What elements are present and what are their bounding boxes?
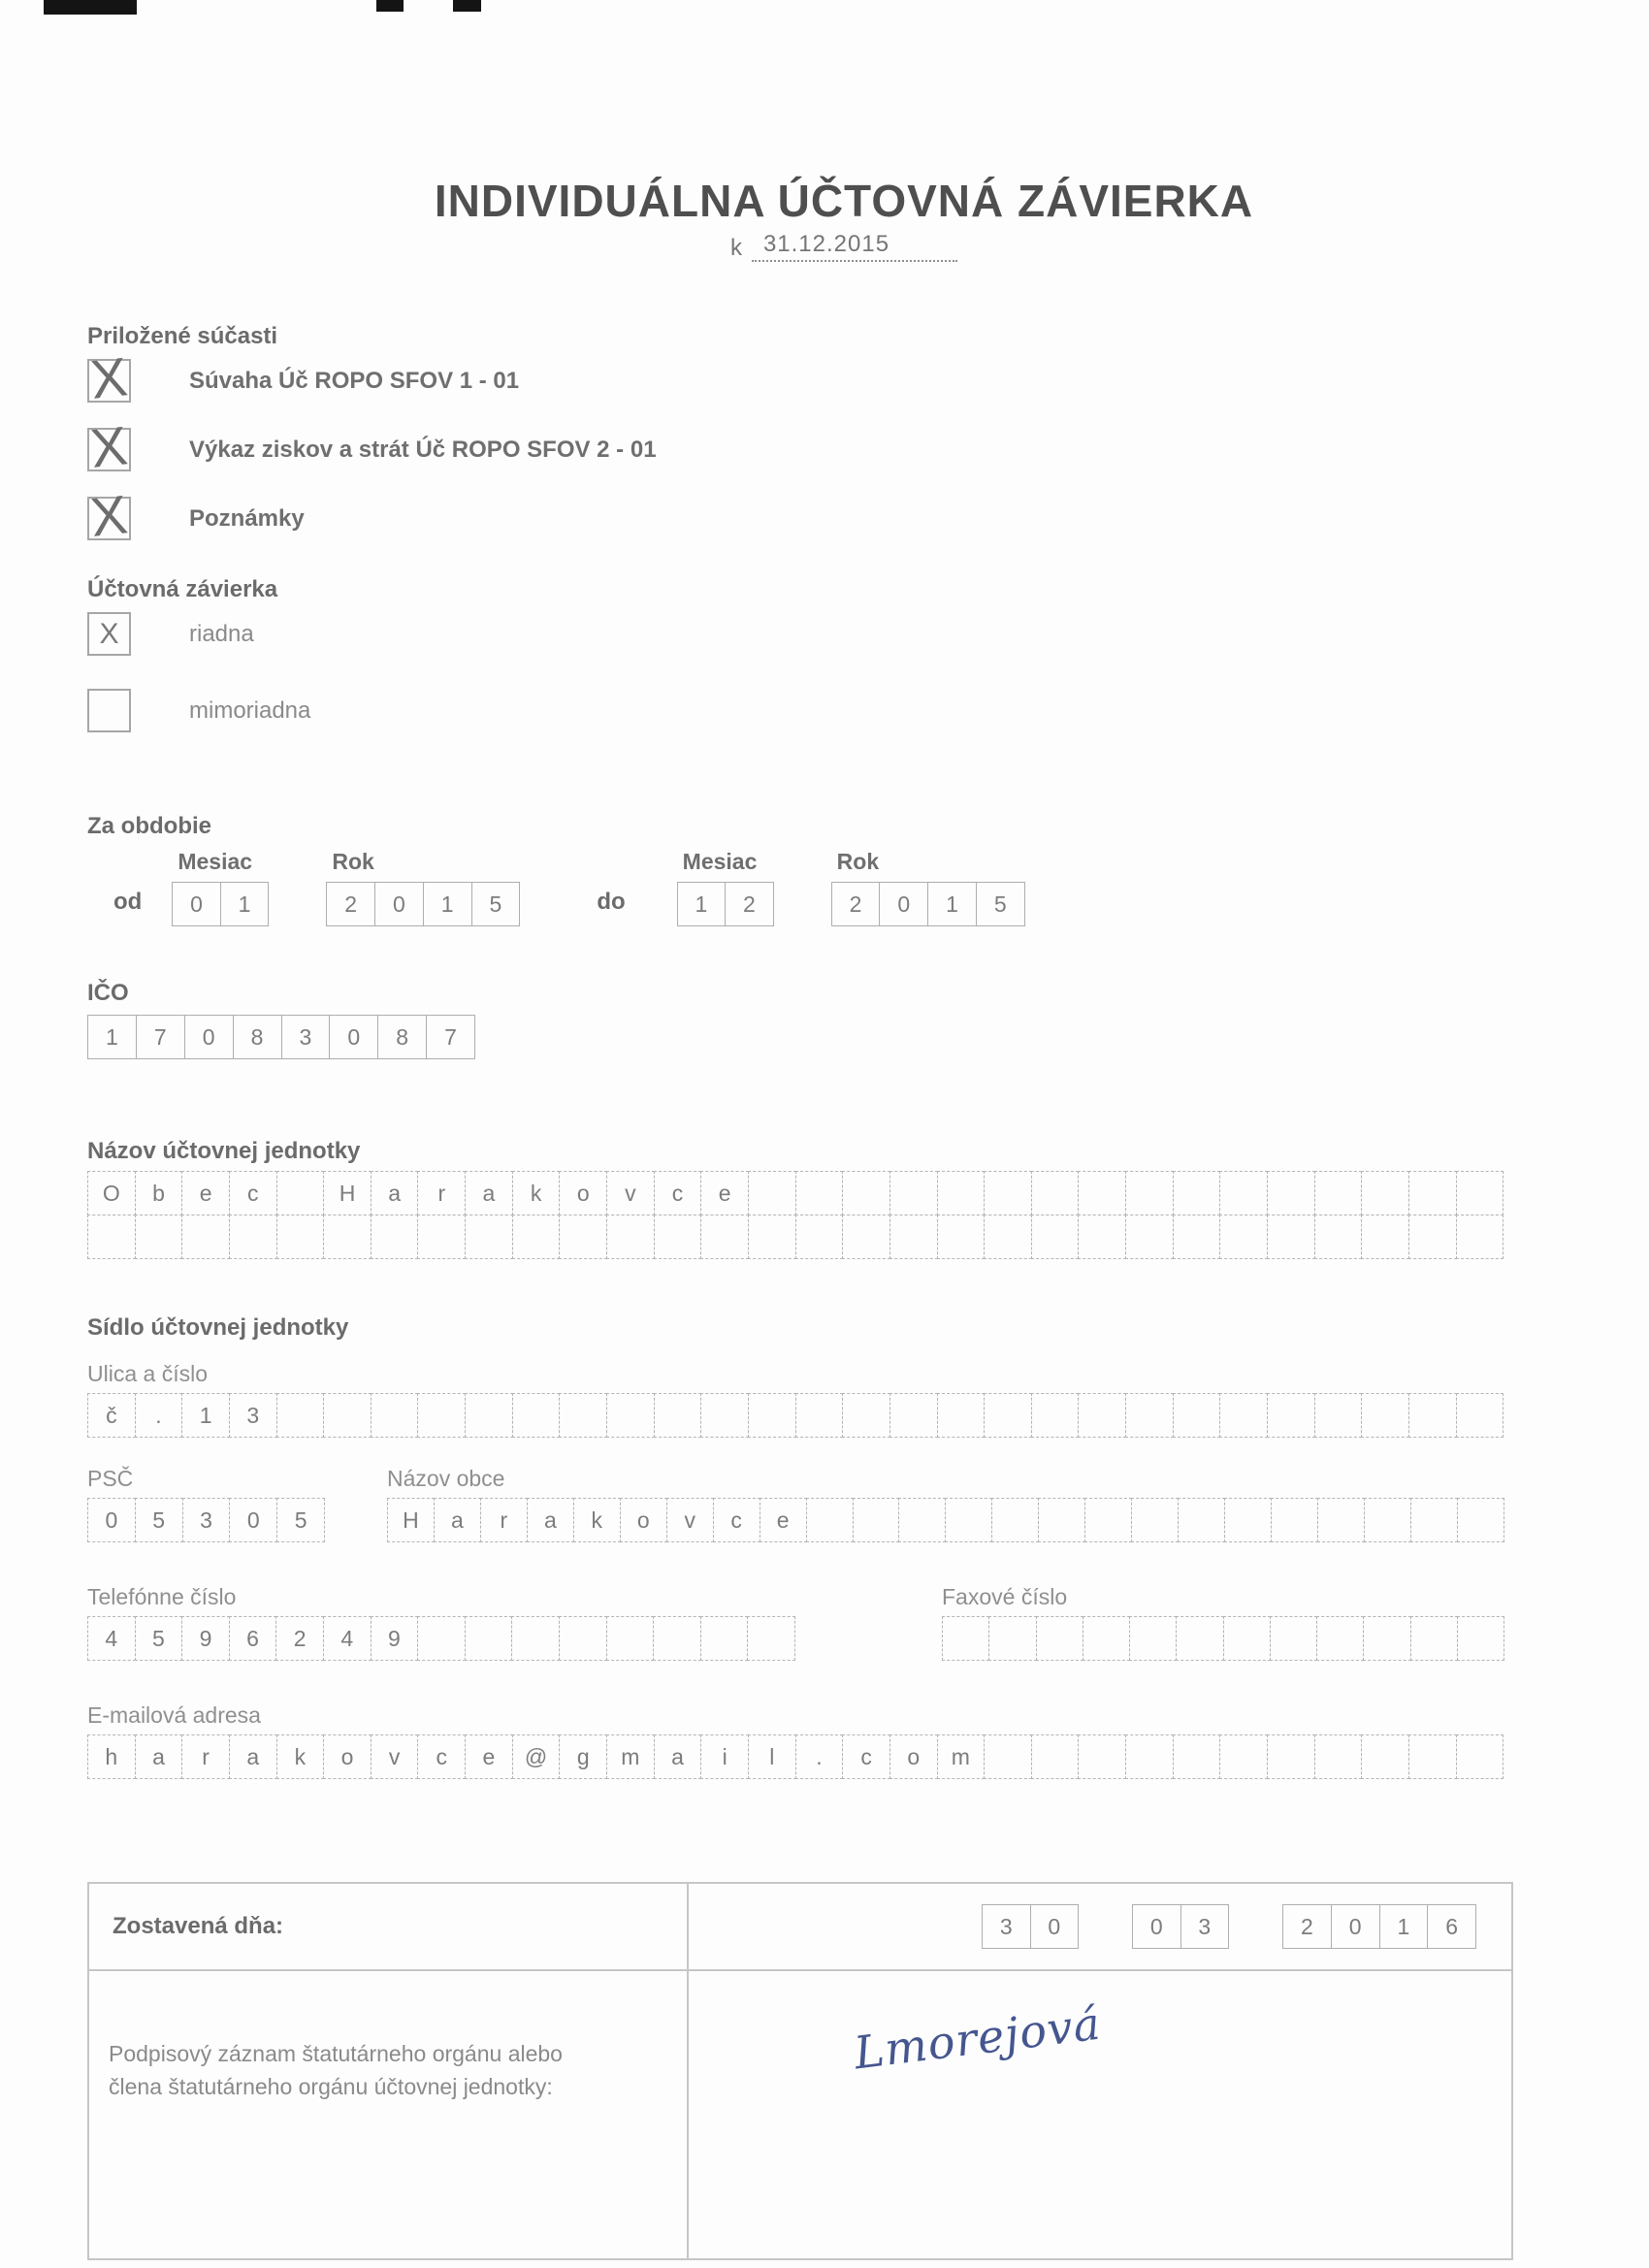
grid-cell: O (87, 1171, 136, 1215)
grid-cell: k (512, 1171, 561, 1215)
grid-cell: 4 (87, 1616, 136, 1661)
closing-item-riadna (87, 612, 1600, 656)
grid-cell: 5 (135, 1616, 183, 1661)
town-block (387, 1465, 1504, 1542)
closing-heading: Účtovná závierka (87, 576, 278, 602)
grid-cell: v (371, 1734, 419, 1779)
grid-cell (1125, 1215, 1174, 1259)
grid-cell (465, 1616, 513, 1661)
grid-cell: e (465, 1734, 513, 1779)
email-grid (87, 1734, 1504, 1779)
compiled-label-cell (89, 1884, 689, 1969)
grid-cell (1270, 1616, 1317, 1661)
grid-cell: 2 (326, 882, 375, 926)
grid-cell: k (276, 1734, 325, 1779)
grid-cell (1219, 1171, 1268, 1215)
grid-cell: 0 (329, 1015, 378, 1059)
grid-cell: a (434, 1498, 481, 1542)
grid-cell (1361, 1734, 1409, 1779)
grid-cell (1457, 1616, 1504, 1661)
year-label: Rok (332, 849, 374, 874)
grid-cell (1317, 1498, 1365, 1542)
fax-grid (942, 1616, 1504, 1661)
grid-cell: 2 (831, 882, 881, 926)
psc-label: PSČ (87, 1466, 134, 1491)
phone-block (87, 1583, 942, 1661)
grid-cell (1361, 1393, 1409, 1438)
grid-cell (654, 1393, 702, 1438)
phone-grid (87, 1616, 795, 1661)
period-to-month-group (677, 849, 774, 926)
scan-artifact (376, 0, 404, 12)
grid-cell (1173, 1215, 1221, 1259)
grid-cell: 0 (184, 1015, 234, 1059)
period-from-month-group (172, 849, 269, 926)
grid-cell (1078, 1171, 1126, 1215)
period-to-year-grid (831, 882, 1025, 926)
grid-cell (1364, 1498, 1411, 1542)
grid-cell: 3 (982, 1904, 1031, 1949)
signature-row (89, 1971, 1511, 2258)
attached-item-vykaz (87, 413, 1600, 479)
grid-cell: o (323, 1734, 372, 1779)
grid-cell (1457, 1498, 1504, 1542)
grid-cell (1173, 1393, 1221, 1438)
grid-cell (842, 1393, 890, 1438)
checkbox-mimoriadna (87, 689, 131, 732)
grid-cell: 0 (87, 1498, 136, 1542)
compiled-year-grid (1282, 1904, 1476, 1949)
grid-cell (984, 1215, 1032, 1259)
grid-cell (795, 1215, 844, 1259)
checkbox-poznamky (87, 482, 131, 548)
period-to-label: do (597, 889, 626, 915)
grid-cell: a (135, 1734, 183, 1779)
grid-cell: 0 (229, 1498, 277, 1542)
psc-town-row (87, 1465, 1600, 1542)
grid-cell (1078, 1215, 1126, 1259)
grid-cell: o (620, 1498, 667, 1542)
grid-cell: @ (512, 1734, 561, 1779)
grid-cell: č (87, 1393, 136, 1438)
grid-cell: 0 (1331, 1904, 1380, 1949)
period-heading: Za obdobie (87, 813, 211, 839)
grid-cell (1267, 1171, 1315, 1215)
grid-cell (1031, 1734, 1080, 1779)
grid-cell: l (748, 1734, 796, 1779)
grid-cell: 1 (220, 882, 270, 926)
signature-label-line2: člena štatutárneho orgánu účtovnej jednotky: (109, 2074, 553, 2099)
town-grid (387, 1498, 1504, 1542)
grid-cell (1410, 1498, 1458, 1542)
psc-block (87, 1465, 387, 1542)
grid-cell (1361, 1215, 1409, 1259)
grid-cell (700, 1393, 749, 1438)
grid-cell: 5 (471, 882, 521, 926)
town-label: Názov obce (387, 1466, 505, 1491)
grid-cell: m (937, 1734, 986, 1779)
grid-cell (1131, 1498, 1179, 1542)
grid-cell (465, 1393, 513, 1438)
compiled-date-cell (689, 1884, 1511, 1969)
checkbox-x-mark: X (87, 482, 130, 548)
grid-cell (795, 1393, 844, 1438)
grid-cell: r (181, 1734, 230, 1779)
grid-cell: 1 (1379, 1904, 1429, 1949)
grid-cell: 6 (1427, 1904, 1476, 1949)
checkbox-x-mark: X (87, 413, 130, 479)
grid-cell: 6 (229, 1616, 277, 1661)
grid-cell (1219, 1215, 1268, 1259)
grid-cell (889, 1215, 938, 1259)
grid-cell (1083, 1616, 1130, 1661)
grid-cell (748, 1171, 796, 1215)
grid-cell: 2 (1282, 1904, 1332, 1949)
grid-cell: c (842, 1734, 890, 1779)
grid-cell: i (700, 1734, 749, 1779)
grid-cell (988, 1616, 1036, 1661)
signature-label (109, 2037, 658, 2103)
grid-cell: 1 (927, 882, 977, 926)
period-to-month-grid (677, 882, 774, 926)
grid-cell (898, 1498, 946, 1542)
phone-label: Telefónne číslo (87, 1584, 237, 1609)
street-label: Ulica a číslo (87, 1361, 208, 1386)
grid-cell (1031, 1171, 1080, 1215)
closing-item-label: riadna (189, 620, 254, 647)
grid-cell: 0 (879, 882, 928, 926)
grid-cell: e (760, 1498, 807, 1542)
compiled-month-grid (1132, 1904, 1229, 1949)
grid-cell: . (795, 1734, 844, 1779)
grid-cell: k (573, 1498, 621, 1542)
grid-cell (276, 1393, 325, 1438)
grid-cell: c (417, 1734, 466, 1779)
fax-label: Faxové číslo (942, 1584, 1068, 1609)
entity-name-heading: Názov účtovnej jednotky (87, 1138, 361, 1164)
grid-cell (1314, 1393, 1363, 1438)
grid-cell (606, 1616, 655, 1661)
page-title: INDIVIDUÁLNA ÚČTOVNÁ ZÁVIERKA (434, 176, 1254, 226)
grid-cell (1031, 1215, 1080, 1259)
date-line (87, 231, 1600, 262)
compiled-date-row (89, 1884, 1511, 1971)
grid-cell (1267, 1393, 1315, 1438)
grid-cell (276, 1171, 325, 1215)
grid-cell (1178, 1498, 1225, 1542)
grid-cell: 0 (374, 882, 424, 926)
date-prefix: k (729, 235, 742, 261)
grid-cell (937, 1215, 986, 1259)
entity-name-section (87, 1137, 1600, 1259)
grid-cell: 3 (281, 1015, 331, 1059)
grid-cell (1456, 1393, 1504, 1438)
period-from-year-grid (326, 882, 520, 926)
grid-cell (1410, 1616, 1458, 1661)
grid-cell (371, 1393, 419, 1438)
attached-item-label: Výkaz ziskov a strát Úč ROPO SFOV 2 - 01 (189, 436, 657, 463)
grid-cell (842, 1215, 890, 1259)
scan-artifact (44, 0, 137, 15)
grid-cell (1271, 1498, 1318, 1542)
footer-table (87, 1882, 1513, 2260)
checkbox-vykaz (87, 413, 131, 479)
ico-grid (87, 1015, 475, 1059)
signature-label-line1: Podpisový záznam štatutárneho orgánu alebo (109, 2041, 563, 2066)
scan-artifact (453, 0, 481, 12)
grid-cell: 8 (233, 1015, 282, 1059)
grid-cell (511, 1616, 560, 1661)
grid-cell: e (700, 1171, 749, 1215)
grid-cell: 7 (136, 1015, 185, 1059)
year-label: Rok (836, 849, 880, 874)
grid-cell: a (229, 1734, 277, 1779)
grid-cell (853, 1498, 900, 1542)
checkbox-x-mark: X (99, 617, 119, 650)
month-label: Mesiac (682, 849, 758, 874)
grid-cell: 0 (1132, 1904, 1181, 1949)
period-section (87, 812, 1600, 926)
grid-cell (1314, 1215, 1363, 1259)
grid-cell: r (417, 1171, 466, 1215)
grid-cell (1038, 1498, 1085, 1542)
grid-cell (700, 1215, 749, 1259)
grid-cell (654, 1215, 702, 1259)
grid-cell: 2 (275, 1616, 324, 1661)
grid-cell: b (135, 1171, 183, 1215)
attached-item-poznamky (87, 482, 1600, 548)
grid-cell (984, 1171, 1032, 1215)
grid-cell: 3 (1180, 1904, 1230, 1949)
grid-cell (1456, 1734, 1504, 1779)
grid-cell (1267, 1734, 1315, 1779)
grid-cell (748, 1215, 796, 1259)
grid-cell (417, 1215, 466, 1259)
grid-cell: 5 (976, 882, 1025, 926)
grid-cell (1125, 1734, 1174, 1779)
grid-cell (806, 1498, 854, 1542)
grid-cell (606, 1215, 655, 1259)
grid-cell (606, 1393, 655, 1438)
grid-cell (559, 1393, 607, 1438)
attached-item-suvaha (87, 344, 1600, 410)
grid-cell (323, 1215, 372, 1259)
grid-cell: c (654, 1171, 702, 1215)
grid-cell (1078, 1393, 1126, 1438)
grid-cell: o (889, 1734, 938, 1779)
grid-cell: 5 (276, 1498, 325, 1542)
grid-cell: . (135, 1393, 183, 1438)
grid-cell: a (527, 1498, 574, 1542)
grid-cell: c (229, 1171, 277, 1215)
street-grid (87, 1393, 1504, 1438)
grid-cell (323, 1393, 372, 1438)
grid-cell: 9 (181, 1616, 230, 1661)
grid-cell: 0 (172, 882, 221, 926)
period-row (87, 849, 1600, 926)
grid-cell: v (606, 1171, 655, 1215)
grid-cell: 3 (182, 1498, 231, 1542)
attached-section (87, 322, 1600, 548)
grid-cell: e (181, 1171, 230, 1215)
signature-label-cell (89, 1971, 689, 2258)
grid-cell (653, 1616, 701, 1661)
month-label: Mesiac (178, 849, 253, 874)
grid-cell (1173, 1734, 1221, 1779)
grid-cell: 1 (87, 1015, 137, 1059)
grid-cell: c (713, 1498, 760, 1542)
grid-cell (1125, 1393, 1174, 1438)
grid-cell (1078, 1734, 1126, 1779)
grid-cell: 1 (423, 882, 472, 926)
handwritten-signature: Lmorejová (851, 1996, 1104, 2080)
ico-label: IČO (87, 980, 129, 1006)
grid-cell (135, 1215, 183, 1259)
grid-cell: H (323, 1171, 372, 1215)
grid-cell (1129, 1616, 1177, 1661)
grid-cell (700, 1616, 749, 1661)
grid-cell: m (606, 1734, 655, 1779)
address-section (87, 1313, 1600, 1779)
grid-cell (984, 1734, 1032, 1779)
grid-cell (748, 1393, 796, 1438)
grid-cell (1314, 1171, 1363, 1215)
grid-cell (747, 1616, 795, 1661)
grid-cell (1408, 1171, 1457, 1215)
compiled-day-grid (982, 1904, 1079, 1949)
entity-name-grid-row1 (87, 1171, 1504, 1215)
attached-item-label: Súvaha Úč ROPO SFOV 1 - 01 (189, 367, 520, 394)
grid-cell: 8 (377, 1015, 427, 1059)
grid-cell (1363, 1616, 1410, 1661)
grid-cell (87, 1215, 136, 1259)
grid-cell (1408, 1215, 1457, 1259)
grid-cell (991, 1498, 1039, 1542)
grid-cell: o (559, 1171, 607, 1215)
grid-cell (795, 1171, 844, 1215)
address-heading: Sídlo účtovnej jednotky (87, 1314, 349, 1341)
grid-cell: 2 (725, 882, 774, 926)
signature-cell (689, 1971, 1511, 2258)
closing-item-mimoriadna (87, 689, 1600, 732)
entity-name-grid-row2 (87, 1215, 1504, 1259)
closing-section (87, 575, 1600, 732)
grid-cell: 7 (426, 1015, 475, 1059)
grid-cell: a (654, 1734, 702, 1779)
grid-cell: 1 (181, 1393, 230, 1438)
grid-cell (276, 1215, 325, 1259)
grid-cell: H (387, 1498, 435, 1542)
grid-cell (1173, 1171, 1221, 1215)
date-value: 31.12.2015 (752, 231, 957, 262)
grid-cell (1316, 1616, 1364, 1661)
grid-cell: 3 (229, 1393, 277, 1438)
grid-cell: 0 (1030, 1904, 1080, 1949)
fax-block (942, 1583, 1504, 1661)
grid-cell: a (371, 1171, 419, 1215)
grid-cell (417, 1393, 466, 1438)
grid-cell (417, 1616, 466, 1661)
grid-cell (1408, 1393, 1457, 1438)
grid-cell (889, 1171, 938, 1215)
grid-cell (1036, 1616, 1083, 1661)
grid-cell (1456, 1171, 1504, 1215)
grid-cell (1223, 1616, 1271, 1661)
grid-cell (1219, 1393, 1268, 1438)
grid-cell (512, 1215, 561, 1259)
checkbox-riadna (87, 612, 131, 656)
grid-cell: 5 (135, 1498, 183, 1542)
grid-cell (1361, 1171, 1409, 1215)
grid-cell (1125, 1171, 1174, 1215)
grid-cell: r (480, 1498, 528, 1542)
checkbox-suvaha (87, 344, 131, 410)
grid-cell (984, 1393, 1032, 1438)
grid-cell (842, 1171, 890, 1215)
grid-cell: g (559, 1734, 607, 1779)
grid-cell: 1 (677, 882, 727, 926)
closing-item-label: mimoriadna (189, 697, 311, 724)
email-label: E-mailová adresa (87, 1702, 261, 1728)
grid-cell: v (666, 1498, 714, 1542)
attached-item-label: Poznámky (189, 504, 305, 532)
grid-cell (512, 1393, 561, 1438)
grid-cell (1031, 1393, 1080, 1438)
grid-cell (1084, 1498, 1132, 1542)
grid-cell (559, 1215, 607, 1259)
psc-grid (87, 1498, 325, 1542)
period-from-month-grid (172, 882, 269, 926)
period-to-year-group (831, 849, 1025, 926)
grid-cell (942, 1616, 989, 1661)
attached-heading: Priložené súčasti (87, 323, 278, 349)
phone-fax-row (87, 1583, 1600, 1661)
grid-cell (1219, 1734, 1268, 1779)
grid-cell (559, 1616, 607, 1661)
grid-cell (371, 1215, 419, 1259)
grid-cell (937, 1171, 986, 1215)
period-from-label: od (113, 889, 143, 915)
grid-cell (1314, 1734, 1363, 1779)
checkbox-x-mark: X (87, 344, 130, 410)
grid-cell (1408, 1734, 1457, 1779)
grid-cell (181, 1215, 230, 1259)
grid-cell (1176, 1616, 1223, 1661)
grid-cell (945, 1498, 992, 1542)
grid-cell: 9 (371, 1616, 419, 1661)
grid-cell (229, 1215, 277, 1259)
compiled-label: Zostavená dňa: (113, 1913, 284, 1939)
grid-cell (1267, 1215, 1315, 1259)
ico-section (87, 979, 1600, 1059)
grid-cell (1224, 1498, 1272, 1542)
grid-cell (937, 1393, 986, 1438)
grid-cell: 4 (323, 1616, 372, 1661)
grid-cell: h (87, 1734, 136, 1779)
grid-cell (1456, 1215, 1504, 1259)
grid-cell: a (465, 1171, 513, 1215)
grid-cell (889, 1393, 938, 1438)
period-from-year-group (326, 849, 520, 926)
grid-cell (465, 1215, 513, 1259)
